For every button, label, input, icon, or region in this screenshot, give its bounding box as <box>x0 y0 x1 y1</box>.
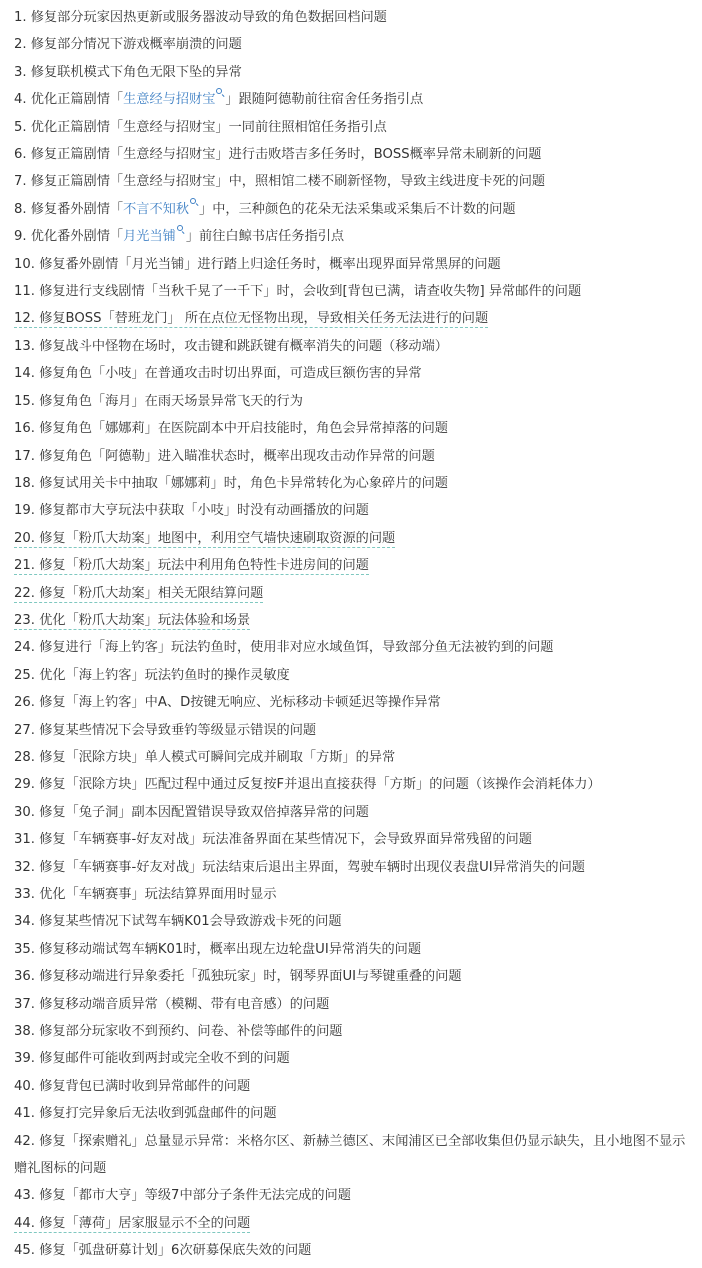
note-number: 33. <box>14 887 35 902</box>
note-text-pre: 修复番外剧情「 <box>30 201 124 217</box>
note-item <box>14 826 694 853</box>
note-content <box>14 229 344 244</box>
note-content <box>14 503 369 518</box>
note-content <box>14 1216 250 1233</box>
note-number: 6. <box>14 147 27 163</box>
note-number: 32. <box>14 859 35 875</box>
note-item <box>14 305 694 332</box>
note-text: 优化「车辆赛事」玩法结算界面用时显示 <box>39 887 277 902</box>
note-item <box>14 552 694 579</box>
note-content <box>14 366 422 381</box>
note-text: 修复「粉爪大劫案」相关无限结算问题 <box>39 585 264 601</box>
note-item <box>14 1210 694 1237</box>
note-item <box>14 936 694 963</box>
note-content <box>14 311 488 328</box>
note-text: 修复进行「海上钓客」玩法钓鱼时，使用非对应水域鱼饵，导致部分鱼无法被钓到的问题 <box>39 640 554 656</box>
note-text: 修复移动端试驾车辆K01时，概率出现左边轮盘UI异常消失的问题 <box>39 941 422 957</box>
note-item <box>14 114 694 141</box>
note-content <box>14 1188 351 1203</box>
note-number: 38. <box>14 1024 35 1040</box>
note-text: 修复「粉爪大劫案」地图中，利用空气墙快速刷取资源的问题 <box>39 530 396 546</box>
note-number: 40. <box>14 1078 35 1094</box>
note-number: 9. <box>14 229 27 245</box>
note-number: 44. <box>14 1215 35 1231</box>
note-content <box>14 942 421 957</box>
note-text: 修复角色「小吱」在普通攻击时切出界面，可造成巨额伤害的异常 <box>39 366 422 382</box>
note-content <box>14 476 448 491</box>
note-content <box>14 65 242 80</box>
note-content <box>14 10 387 25</box>
note-text: 修复「车辆赛事-好友对战」玩法准备界面在某些情况下，会导致界面异常残留的问题 <box>39 832 532 848</box>
note-item <box>14 991 694 1018</box>
note-number: 27. <box>14 722 35 738</box>
note-content <box>14 914 342 929</box>
note-text: 修复「探索赠礼」总量显示异常：米格尔区、新赫兰德区、末闻浦区已全部收集但仍显示缺失，且小地图不显示赠礼图标的问题 <box>14 1133 686 1177</box>
note-number: 39. <box>14 1051 35 1067</box>
note-number: 18. <box>14 475 35 491</box>
note-content <box>14 668 290 683</box>
note-number: 43. <box>14 1188 35 1204</box>
note-item <box>14 223 694 250</box>
note-item <box>14 333 694 360</box>
note-item <box>14 799 694 826</box>
note-text-post: 」前往白鲸书店任务指引点 <box>185 229 345 245</box>
search-icon[interactable] <box>190 198 198 206</box>
note-text: 修复「粉爪大劫案」玩法中利用角色特性卡进房间的问题 <box>39 558 369 574</box>
note-item <box>14 525 694 552</box>
note-content <box>14 558 369 575</box>
note-item <box>14 1182 694 1209</box>
note-item <box>14 607 694 634</box>
note-number: 4. <box>14 92 27 108</box>
note-item <box>14 360 694 387</box>
note-content <box>14 750 395 765</box>
note-item <box>14 59 694 86</box>
note-text: 修复「海上钓客」中A、D按键无响应、光标移动卡顿延迟等操作异常 <box>39 695 441 711</box>
note-number: 26. <box>14 695 35 711</box>
note-item <box>14 963 694 990</box>
search-icon[interactable] <box>177 225 185 233</box>
note-text: 修复移动端进行异象委托「孤独玩家」时，钢琴界面UI与琴键重叠的问题 <box>39 969 462 985</box>
note-text: 修复某些情况下会导致垂钓等级显示错误的问题 <box>39 722 317 738</box>
note-number: 16. <box>14 421 35 437</box>
note-number: 14. <box>14 366 35 382</box>
note-text-post: 」跟随阿德勒前往宿舍任务指引点 <box>225 92 424 108</box>
note-item <box>14 196 694 223</box>
note-number: 8. <box>14 201 27 217</box>
note-text: 修复BOSS「替班龙门」 所在点位无怪物出现，导致相关任务无法进行的问题 <box>39 311 489 327</box>
note-content <box>14 202 516 217</box>
note-content <box>14 1051 290 1066</box>
note-item <box>14 443 694 470</box>
note-content <box>14 339 448 354</box>
note-text: 修复进行支线剧情「当秋千晃了一千下」时，会收到[背包已满，请查收失物] 异常邮件的问题 <box>39 284 582 300</box>
note-content <box>14 997 329 1012</box>
note-item <box>14 1100 694 1127</box>
note-item <box>14 1018 694 1045</box>
note-content <box>14 1243 311 1258</box>
note-content <box>14 394 303 409</box>
note-number: 35. <box>14 941 35 957</box>
note-number: 10. <box>14 256 35 272</box>
note-content <box>14 531 395 548</box>
note-number: 28. <box>14 749 35 765</box>
note-number: 31. <box>14 832 35 848</box>
note-number: 15. <box>14 393 35 409</box>
note-content <box>14 421 448 436</box>
note-text: 修复角色「阿德勒」进入瞄准状态时，概率出现攻击动作异常的问题 <box>39 448 435 464</box>
note-text: 修复联机模式下角色无限下坠的异常 <box>30 64 242 80</box>
note-item <box>14 251 694 278</box>
note-content <box>14 805 369 820</box>
note-text: 修复背包已满时收到异常邮件的问题 <box>39 1078 251 1094</box>
note-item <box>14 689 694 716</box>
note-content <box>14 860 585 875</box>
note-content <box>14 147 541 162</box>
note-text: 修复番外剧情「月光当铺」进行踏上归途任务时，概率出现界面异常黑屏的问题 <box>39 256 501 272</box>
note-text: 修复都市大亨玩法中获取「小吱」时没有动画播放的问题 <box>39 503 369 519</box>
note-number: 19. <box>14 503 35 519</box>
note-content <box>14 1079 250 1094</box>
note-content <box>14 1024 343 1039</box>
note-number: 37. <box>14 996 35 1012</box>
note-number: 30. <box>14 804 35 820</box>
note-number: 3. <box>14 64 27 80</box>
note-item <box>14 717 694 744</box>
note-item <box>14 1073 694 1100</box>
note-item <box>14 497 694 524</box>
note-text: 修复移动端音质异常（模糊、带有电音感）的问题 <box>39 996 330 1012</box>
note-number: 17. <box>14 448 35 464</box>
search-icon[interactable] <box>216 88 224 96</box>
note-item <box>14 86 694 113</box>
note-item <box>14 278 694 305</box>
keyword-link[interactable]: 生意经与招财宝 <box>123 92 216 108</box>
note-content <box>14 37 242 52</box>
note-number: 22. <box>14 585 35 601</box>
note-text: 修复「弧盘研募计划」6次研募保底失效的问题 <box>39 1243 312 1259</box>
note-text: 修复「薄荷」居家服显示不全的问题 <box>39 1215 251 1231</box>
note-number: 41. <box>14 1106 35 1122</box>
note-content <box>14 640 554 655</box>
note-item <box>14 470 694 497</box>
note-item <box>14 4 694 31</box>
note-number: 11. <box>14 284 35 300</box>
note-number: 29. <box>14 777 35 793</box>
note-item <box>14 662 694 689</box>
note-text: 修复「都市大亨」等级7中部分子条件无法完成的问题 <box>39 1188 351 1204</box>
note-text: 修复「兔子洞」副本因配置错误导致双倍掉落异常的问题 <box>39 804 369 820</box>
note-text: 修复「车辆赛事-好友对战」玩法结束后退出主界面，驾驶车辆时出现仪表盘UI异常消失的问题 <box>39 859 585 875</box>
note-item <box>14 141 694 168</box>
note-content <box>14 887 277 902</box>
note-text: 修复邮件可能收到两封或完全收不到的问题 <box>39 1051 290 1067</box>
note-number: 13. <box>14 338 35 354</box>
note-text: 修复打完异象后无法收到弧盘邮件的问题 <box>39 1106 277 1122</box>
note-text: 修复试用关卡中抽取「娜娜莉」时，角色卡异常转化为心象碎片的问题 <box>39 475 448 491</box>
note-content <box>14 257 501 272</box>
note-text: 修复「泯除方块」匹配过程中通过反复按F并退出直接获得「方斯」的问题（该操作会消耗体力） <box>39 777 601 793</box>
note-number: 36. <box>14 969 35 985</box>
note-item <box>14 744 694 771</box>
note-text: 修复战斗中怪物在场时，攻击键和跳跃键有概率消失的问题（移动端） <box>39 338 448 354</box>
note-text-post: 」中，三种颜色的花朵无法采集或采集后不计数的问题 <box>199 201 516 217</box>
note-item <box>14 634 694 661</box>
note-text: 修复「泯除方块」单人模式可瞬间完成并刷取「方斯」的异常 <box>39 749 396 765</box>
note-content <box>14 1106 277 1121</box>
note-item <box>14 1128 694 1183</box>
note-item <box>14 580 694 607</box>
note-item <box>14 1045 694 1072</box>
note-item <box>14 415 694 442</box>
note-number: 7. <box>14 174 27 190</box>
note-text: 修复部分玩家因热更新或服务器波动导致的角色数据回档问题 <box>30 10 387 25</box>
note-text-pre: 优化番外剧情「 <box>30 229 124 245</box>
note-content <box>14 723 316 738</box>
keyword-link[interactable]: 月光当铺 <box>123 229 176 245</box>
note-number: 42. <box>14 1133 35 1149</box>
note-text: 修复正篇剧情「生意经与招财宝」中，照相馆二楼不刷新怪物，导致主线进度卡死的问题 <box>30 174 546 190</box>
note-number: 2. <box>14 37 27 53</box>
note-content <box>14 1134 685 1176</box>
note-content <box>14 613 250 630</box>
note-content <box>14 695 441 710</box>
keyword-link[interactable]: 不言不知秋 <box>123 201 190 217</box>
note-item <box>14 1237 694 1264</box>
note-number: 24. <box>14 640 35 656</box>
note-number: 21. <box>14 558 35 574</box>
note-number: 1. <box>14 10 27 25</box>
note-content <box>14 586 263 603</box>
note-number: 34. <box>14 914 35 930</box>
note-number: 12. <box>14 311 35 327</box>
note-content <box>14 174 545 189</box>
note-content <box>14 120 387 135</box>
note-number: 5. <box>14 119 27 135</box>
note-text: 优化「粉爪大劫案」玩法体验和场景 <box>39 612 251 628</box>
note-text: 修复部分情况下游戏概率崩溃的问题 <box>30 37 242 53</box>
note-number: 25. <box>14 667 35 683</box>
note-item <box>14 388 694 415</box>
note-text: 修复角色「娜娜莉」在医院副本中开启技能时，角色会异常掉落的问题 <box>39 421 448 437</box>
note-text: 优化正篇剧情「生意经与招财宝」一同前往照相馆任务指引点 <box>30 119 387 135</box>
note-content <box>14 449 435 464</box>
note-number: 23. <box>14 612 35 628</box>
note-item <box>14 881 694 908</box>
note-text-pre: 优化正篇剧情「 <box>30 92 124 108</box>
note-text: 修复角色「海月」在雨天场景异常飞天的行为 <box>39 393 303 409</box>
note-number: 45. <box>14 1243 35 1259</box>
note-item <box>14 908 694 935</box>
note-item <box>14 854 694 881</box>
note-item <box>14 31 694 58</box>
note-content <box>14 969 462 984</box>
note-content <box>14 777 601 792</box>
note-item <box>14 168 694 195</box>
note-text: 修复部分玩家收不到预约、问卷、补偿等邮件的问题 <box>39 1024 343 1040</box>
note-content <box>14 832 532 847</box>
note-text: 优化「海上钓客」玩法钓鱼时的操作灵敏度 <box>39 667 290 683</box>
note-content <box>14 92 423 107</box>
note-text: 修复正篇剧情「生意经与招财宝」进行击败塔吉多任务时，BOSS概率异常未刷新的问题 <box>30 147 542 163</box>
note-item <box>14 771 694 798</box>
note-number: 20. <box>14 530 35 546</box>
note-text: 修复某些情况下试驾车辆K01会导致游戏卡死的问题 <box>39 914 342 930</box>
note-content <box>14 284 581 299</box>
